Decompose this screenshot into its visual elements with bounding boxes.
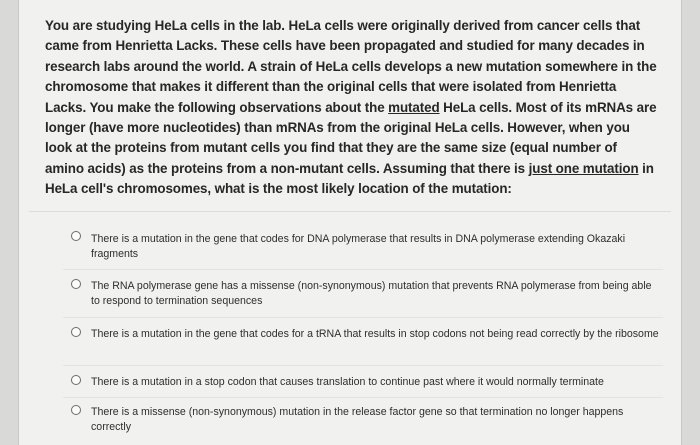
quiz-panel — [18, 0, 682, 445]
answer-option-5-label: There is a missense (non-synonymous) mutation in the release factor gene so that termination no longer happens correctly — [91, 406, 624, 433]
answer-option-4-label: There is a mutation in a stop codon that causes translation to continue past where it would normally terminate — [91, 376, 604, 388]
question-text-part1: You are studying HeLa cells in the lab. HeLa cells were originally derived from cancer cells that came from Henrietta Lacks. These cells have been propagated and studied for many decades in research labs around the world. A strain of HeLa cells develops a new mutation somewhere in the chromosome that makes it different than the original cells that were isolated from Henrietta Lacks. You make the following observations about the — [45, 18, 657, 115]
question-underline-one-mutation: just one mutation — [528, 160, 639, 176]
answer-option-4[interactable] — [63, 372, 663, 398]
answer-option-5[interactable] — [63, 402, 663, 442]
radio-button-4[interactable] — [71, 375, 81, 385]
answer-option-3[interactable] — [63, 324, 663, 366]
radio-button-5[interactable] — [71, 405, 81, 415]
question-text-part2: HeLa cells. Most of its mRNAs are longer (have more nucleotides) than mRNAs from the original HeLa cells. However, when you look at the proteins from mutant cells you find that they are the same size (equal number of amino acids) as the proteins from a non-mutant cells. Assuming that there is — [45, 99, 657, 176]
radio-button-1[interactable] — [71, 231, 81, 241]
radio-button-2[interactable] — [71, 279, 81, 289]
answer-option-1-label: There is a mutation in the gene that codes for DNA polymerase that results in DNA polymerase extending Okazaki fragments — [91, 233, 626, 260]
question-text-part3: in HeLa cell's chromosomes, what is the most likely location of the mutation: — [45, 160, 654, 197]
divider — [29, 211, 671, 212]
question-underline-mutated: mutated — [388, 99, 440, 115]
question-text — [45, 16, 657, 200]
answer-option-2-label: The RNA polymerase gene has a missense (non-synonymous) mutation that prevents RNA polymerase from being able to respond to termination sequences — [91, 280, 652, 307]
radio-button-3[interactable] — [71, 327, 81, 337]
answer-option-1[interactable] — [63, 228, 663, 270]
answer-option-3-label: There is a mutation in the gene that codes for a tRNA that results in stop codons not being read correctly by the ribosome — [91, 328, 659, 340]
answer-option-2[interactable] — [63, 276, 663, 318]
